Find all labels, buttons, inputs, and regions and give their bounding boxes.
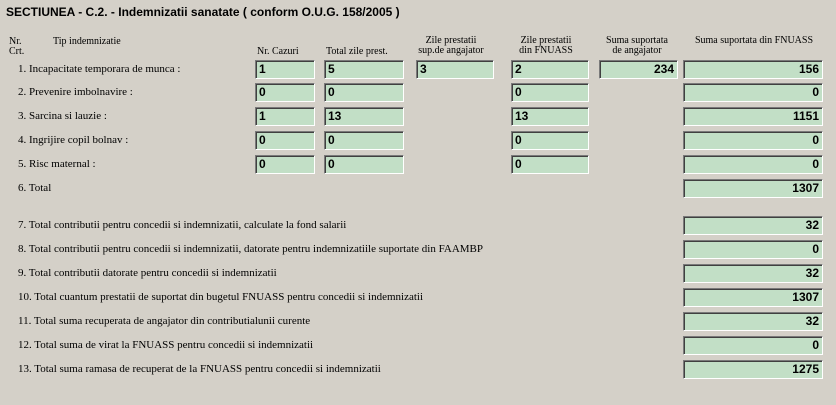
header-nr-cazuri: Nr. Cazuri (257, 46, 299, 57)
total-value-field[interactable]: 32 (683, 216, 823, 235)
header-suma-angajator-1: Suma suportata (606, 35, 668, 46)
header-zile-fnuass-2: din FNUASS (519, 45, 573, 56)
header-crt: Crt. (9, 46, 25, 57)
total-value-field[interactable]: 0 (683, 240, 823, 259)
total-zile-field[interactable]: 13 (324, 107, 404, 126)
row-label: 1. Incapacitate temporara de munca : (18, 63, 181, 75)
zile-fnuass-field[interactable]: 0 (511, 155, 589, 174)
total-zile-field[interactable]: 0 (324, 83, 404, 102)
nr-cazuri-field[interactable]: 0 (255, 83, 315, 102)
zile-angajator-field[interactable]: 3 (416, 60, 494, 79)
suma-angajator-field[interactable]: 234 (599, 60, 678, 79)
nr-cazuri-field[interactable]: 1 (255, 60, 315, 79)
row-label: 3. Sarcina si lauzie : (18, 110, 107, 122)
zile-fnuass-field[interactable]: 13 (511, 107, 589, 126)
suma-fnuass-total-field[interactable]: 1307 (683, 179, 823, 198)
total-zile-field[interactable]: 0 (324, 131, 404, 150)
total-value-field[interactable]: 32 (683, 264, 823, 283)
header-zile-angajator-2: sup.de angajator (418, 45, 484, 56)
suma-fnuass-field[interactable]: 156 (683, 60, 823, 79)
header-nr: Nr. (9, 36, 22, 47)
nr-cazuri-field[interactable]: 0 (255, 155, 315, 174)
nr-cazuri-field[interactable]: 1 (255, 107, 315, 126)
header-zile-fnuass-1: Zile prestatii (520, 35, 572, 46)
header-suma-fnuass: Suma suportata din FNUASS (694, 35, 814, 46)
total-label: 12. Total suma de virat la FNUASS pentru concedii si indemnizatii (18, 339, 314, 351)
row-label: 5. Risc maternal : (18, 158, 96, 170)
total-label: 8. Total contributii pentru concedii si indemnizatii, datorate pentru indemnizatiile suportate din FAAMBP (18, 243, 484, 255)
zile-fnuass-field[interactable]: 0 (511, 131, 589, 150)
row-label: 4. Ingrijire copil bolnav : (18, 134, 129, 146)
total-label: 7. Total contributii pentru concedii si indemnizatii, calculate la fond salarii (18, 219, 347, 231)
total-label: 10. Total cuantum prestatii de suportat din bugetul FNUASS pentru concedii si indemnizatii (18, 291, 424, 303)
total-value-field[interactable]: 0 (683, 336, 823, 355)
total-label: 9. Total contributii datorate pentru concedii si indemnizatii (18, 267, 277, 279)
zile-fnuass-field[interactable]: 0 (511, 83, 589, 102)
zile-fnuass-field[interactable]: 2 (511, 60, 589, 79)
total-value-field[interactable]: 32 (683, 312, 823, 331)
total-value-field[interactable]: 1275 (683, 360, 823, 379)
header-suma-angajator-2: de angajator (612, 45, 662, 56)
suma-fnuass-field[interactable]: 0 (683, 131, 823, 150)
section-title: SECTIUNEA - C.2. - Indemnizatii sanatate ( conform O.U.G. 158/2005 ) (6, 5, 400, 19)
header-total-zile: Total zile prest. (326, 46, 388, 57)
total-label: 13. Total suma ramasa de recuperat de la FNUASS pentru concedii si indemnizatii (18, 363, 381, 375)
suma-fnuass-field[interactable]: 0 (683, 83, 823, 102)
header-zile-angajator-1: Zile prestatii (425, 35, 477, 46)
suma-fnuass-field[interactable]: 1151 (683, 107, 823, 126)
row-label-total: 6. Total (18, 182, 52, 194)
header-tip: Tip indemnizatie (53, 36, 121, 47)
suma-fnuass-field[interactable]: 0 (683, 155, 823, 174)
row-label: 2. Prevenire imbolnavire : (18, 86, 133, 98)
nr-cazuri-field[interactable]: 0 (255, 131, 315, 150)
total-zile-field[interactable]: 5 (324, 60, 404, 79)
total-zile-field[interactable]: 0 (324, 155, 404, 174)
total-value-field[interactable]: 1307 (683, 288, 823, 307)
total-label: 11. Total suma recuperata de angajator din contributialunii curente (18, 315, 311, 327)
